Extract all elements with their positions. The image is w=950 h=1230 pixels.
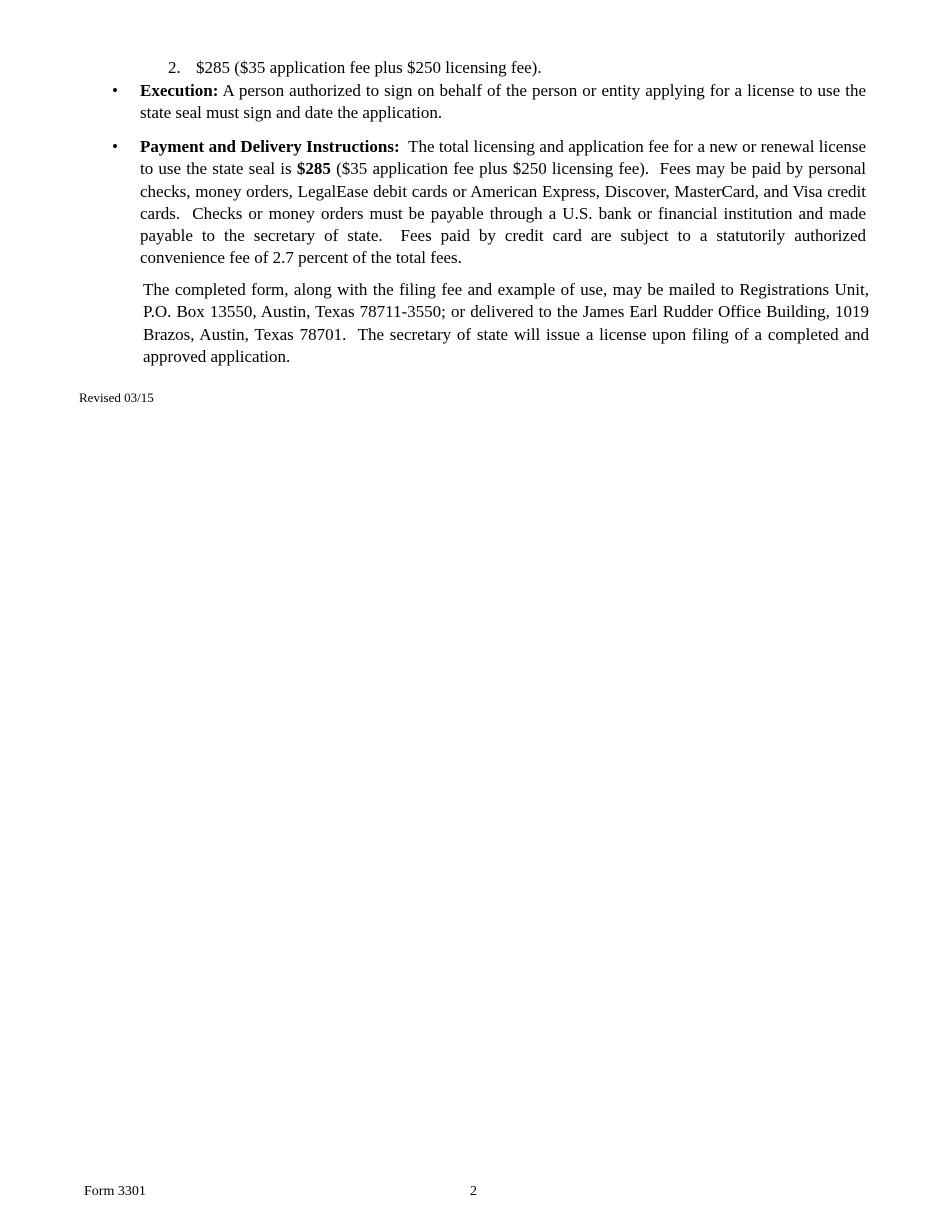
execution-text: A person authorized to sign on behalf of the person or entity applying for a license to use the state seal must sign and date the application. — [140, 81, 866, 123]
payment-bullet: • — [112, 137, 118, 156]
footer-form-number: Form 3301 — [84, 1184, 146, 1199]
execution-bullet: • — [112, 81, 118, 100]
payment-amount: $285 — [296, 159, 331, 179]
fee-list-item — [168, 57, 542, 79]
execution-heading: Execution: — [140, 81, 219, 100]
execution-instruction — [140, 80, 866, 125]
payment-text-before: The total licensing and application fee for a new or renewal license to use the state seal is — [140, 137, 871, 179]
list-item-text: $285 ($35 application fee plus $250 licensing fee). — [196, 58, 542, 77]
payment-instruction — [140, 136, 871, 270]
delivery-paragraph: The completed form, along with the filing fee and example of use, may be mailed to Registrations Unit, P.O. Box 13550, Austin, Texas 78711-3550; or delivered to the James Earl Rudder Office Building, 1019 Brazos, Austin, Texas 78701. The secretary of state will issue a license upon filing of a completed and approved application. — [143, 280, 874, 366]
list-number: 2. — [168, 58, 181, 77]
footer-page-number: 2 — [470, 1184, 477, 1199]
payment-heading: Payment and Delivery Instructions: — [140, 137, 400, 156]
revision-date: Revised 03/15 — [79, 390, 154, 405]
payment-text-after: ($35 application fee plus $250 licensing fee). Fees may be paid by personal checks, money orders, LegalEase debit cards or American Express, Discover, MasterCard, and Visa credit cards. Checks or money orders must be payable through a U.S. bank or financial institution and made payable to the secretary of state. Fees paid by credit card are subject to a statutorily authorized convenience fee of 2.7 percent of the total fees. — [140, 159, 871, 268]
